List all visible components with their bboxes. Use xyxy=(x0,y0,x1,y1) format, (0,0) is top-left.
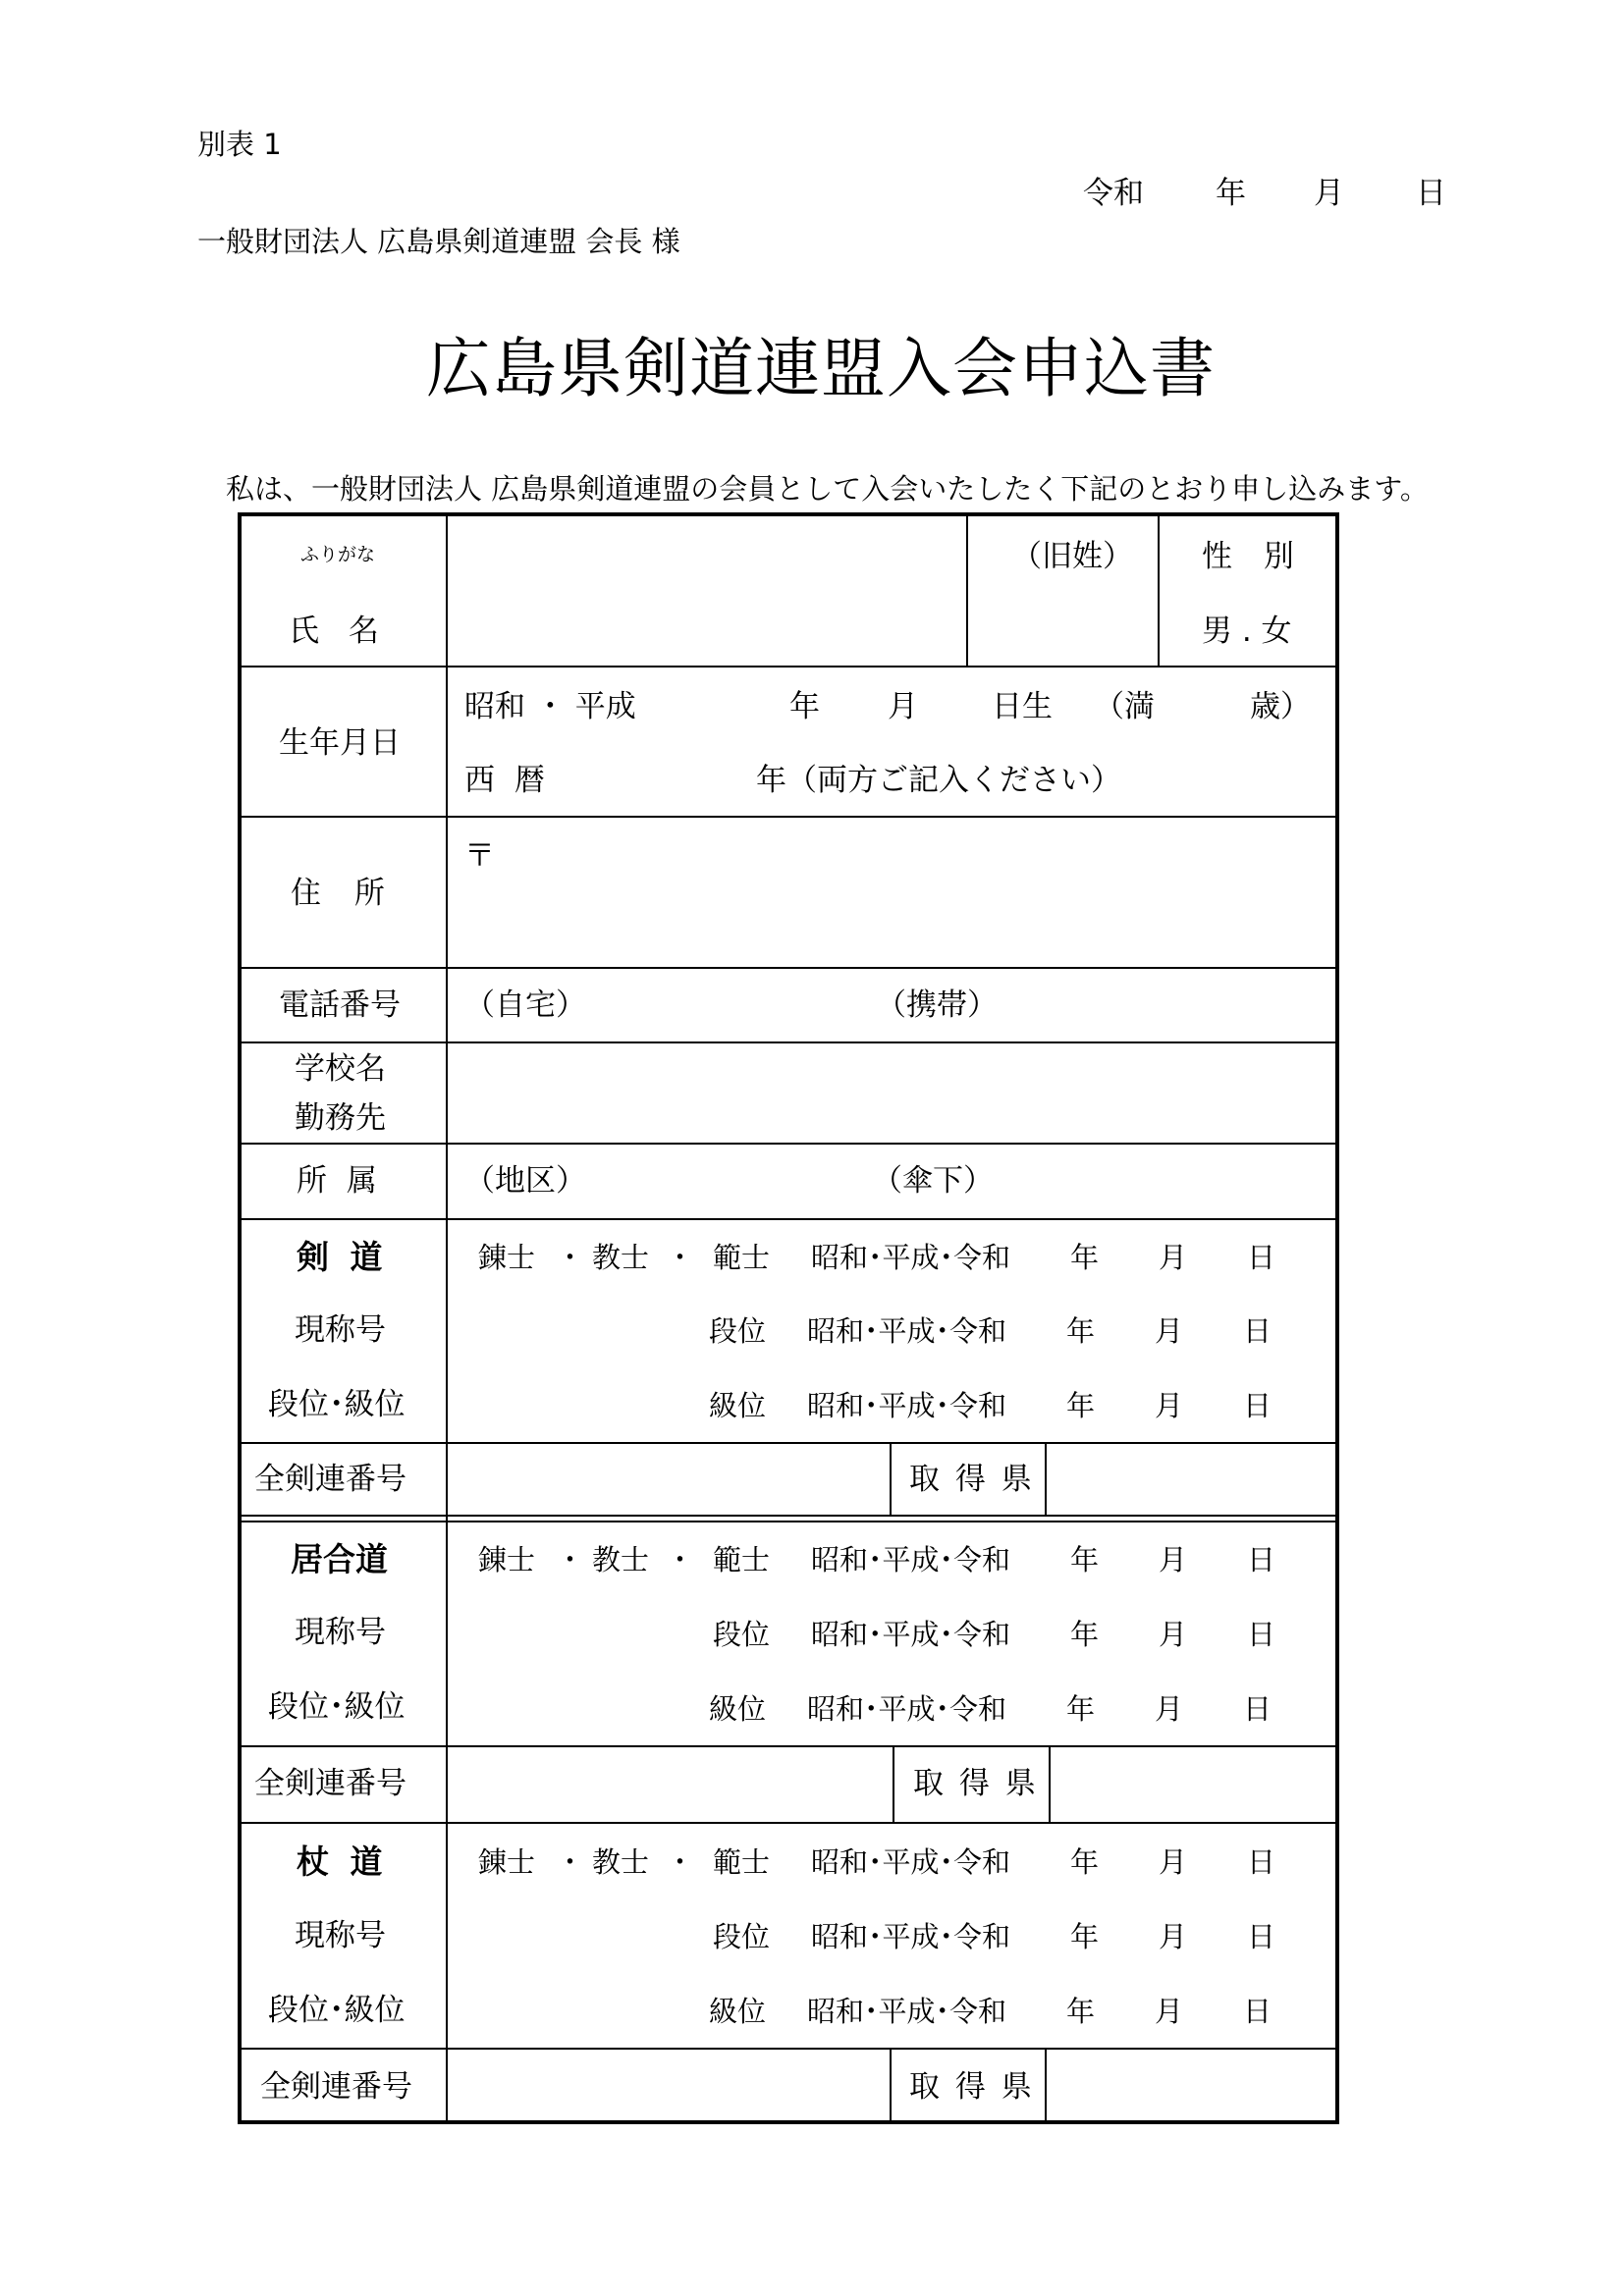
year-label: 年 xyxy=(1070,1543,1100,1576)
month-label: 月 xyxy=(1159,1618,1188,1651)
title-hanshi: 範士 xyxy=(713,1543,771,1576)
year-label: 年 xyxy=(1066,1389,1096,1422)
title-kyoshi: 教士 xyxy=(592,1845,650,1879)
former-name-divider xyxy=(966,514,968,666)
address-label: 住 所 xyxy=(291,876,385,911)
row-divider xyxy=(240,1515,1337,1517)
under-label: （傘下） xyxy=(872,1163,994,1199)
western-calendar-label: 西 暦 xyxy=(464,763,545,798)
row-divider xyxy=(240,1745,1337,1747)
dan-label: 段位 xyxy=(713,1920,771,1953)
month-label: 月 xyxy=(1159,1241,1188,1274)
kyu-label: 級位 xyxy=(709,1389,767,1422)
date-day-label: 日 xyxy=(1416,176,1446,211)
day-label: 日 xyxy=(1243,1389,1272,1422)
birth-month-label: 月 xyxy=(888,689,918,724)
month-label: 月 xyxy=(1155,1389,1184,1422)
separator-dot: ・ xyxy=(556,1241,585,1274)
year-label: 年 xyxy=(1066,1692,1096,1726)
sex-options: 男 . 女 xyxy=(1202,614,1292,649)
name-label: 氏 名 xyxy=(289,614,379,649)
furigana-label: ふりがな xyxy=(300,544,376,565)
addressee: 一般財団法人 広島県剣道連盟 会長 様 xyxy=(197,225,680,258)
year-label: 年 xyxy=(1070,1618,1100,1651)
row-divider xyxy=(240,1521,1337,1522)
row-divider xyxy=(240,967,1337,969)
month-label: 月 xyxy=(1155,1995,1184,2028)
phone-mobile-label: （携帯） xyxy=(876,988,998,1023)
day-label: 日 xyxy=(1247,1618,1276,1651)
pref-divider xyxy=(1045,2048,1047,2122)
year-label: 年 xyxy=(1070,1845,1100,1879)
pref-label: 取 得 県 xyxy=(913,1766,1036,1801)
era-options: 昭和･平成･令和 xyxy=(807,1995,1007,2028)
pref-divider xyxy=(1049,1745,1051,1822)
date-month-label: 月 xyxy=(1314,176,1344,211)
birth-era: 昭和 ・ 平成 xyxy=(464,689,636,724)
separator-dot: ・ xyxy=(666,1845,695,1879)
row-divider xyxy=(240,1218,1337,1220)
phone-label: 電話番号 xyxy=(279,988,401,1023)
era-options: 昭和･平成･令和 xyxy=(811,1543,1011,1576)
dan-label: 段位 xyxy=(709,1314,767,1348)
separator-dot: ・ xyxy=(666,1241,695,1274)
dan-kyu-label: 段位･級位 xyxy=(268,1387,406,1422)
document-title: 広島県剣道連盟入会申込書 xyxy=(426,331,1216,406)
age-open: （満 xyxy=(1094,689,1155,724)
separator-dot: ・ xyxy=(556,1845,585,1879)
label-column-divider xyxy=(446,514,448,2122)
month-label: 月 xyxy=(1159,1920,1188,1953)
birth-day-label: 日生 xyxy=(992,689,1053,724)
month-label: 月 xyxy=(1155,1314,1184,1348)
pref-divider xyxy=(890,2048,892,2122)
separator-dot: ・ xyxy=(556,1543,585,1576)
title-renshi: 錬士 xyxy=(478,1543,536,1576)
row-divider xyxy=(240,816,1337,818)
title-renshi: 錬士 xyxy=(478,1845,536,1879)
era-options: 昭和･平成･令和 xyxy=(811,1920,1011,1953)
era-options: 昭和･平成･令和 xyxy=(807,1389,1007,1422)
day-label: 日 xyxy=(1247,1845,1276,1879)
day-label: 日 xyxy=(1243,1995,1272,2028)
month-label: 月 xyxy=(1155,1692,1184,1726)
row-divider xyxy=(240,1442,1337,1444)
pref-divider xyxy=(1045,1442,1047,1517)
postal-mark: 〒 xyxy=(464,838,495,874)
row-divider xyxy=(240,2048,1337,2050)
pref-divider xyxy=(893,1745,894,1822)
kyu-label: 級位 xyxy=(709,1995,767,2028)
title-renshi: 錬士 xyxy=(478,1241,536,1274)
sex-label: 性 別 xyxy=(1202,539,1294,574)
year-label: 年 xyxy=(1070,1241,1100,1274)
district-label: （地区） xyxy=(464,1163,586,1199)
day-label: 日 xyxy=(1247,1241,1276,1274)
era-options: 昭和･平成･令和 xyxy=(807,1692,1007,1726)
title-hanshi: 範士 xyxy=(713,1845,771,1879)
day-label: 日 xyxy=(1243,1692,1272,1726)
zen-number-label: 全剣連番号 xyxy=(260,2069,412,2105)
year-label: 年 xyxy=(1070,1920,1100,1953)
current-title-label: 現称号 xyxy=(295,1918,386,1953)
jodo-section-label: 杖 道 xyxy=(297,1842,383,1881)
title-hanshi: 範士 xyxy=(713,1241,771,1274)
former-name-label: （旧姓） xyxy=(1011,539,1133,574)
day-label: 日 xyxy=(1247,1543,1276,1576)
current-title-label: 現称号 xyxy=(295,1312,386,1348)
kendo-section-label: 剣 道 xyxy=(297,1238,383,1276)
sex-divider xyxy=(1158,514,1160,666)
pref-divider xyxy=(890,1442,892,1517)
separator-dot: ・ xyxy=(666,1543,695,1576)
iaido-section-label: 居合道 xyxy=(291,1540,388,1578)
kyu-label: 級位 xyxy=(709,1692,767,1726)
date-year-label: 年 xyxy=(1216,176,1246,211)
dan-kyu-label: 段位･級位 xyxy=(268,1689,406,1725)
day-label: 日 xyxy=(1247,1920,1276,1953)
affiliation-label: 所 属 xyxy=(297,1163,377,1199)
row-divider xyxy=(240,1041,1337,1043)
era-options: 昭和･平成･令和 xyxy=(811,1618,1011,1651)
title-kyoshi: 教士 xyxy=(592,1543,650,1576)
row-divider xyxy=(240,666,1337,667)
pref-label: 取 得 県 xyxy=(909,2069,1032,2105)
school-label: 学校名 xyxy=(295,1051,386,1087)
month-label: 月 xyxy=(1159,1845,1188,1879)
zen-number-label: 全剣連番号 xyxy=(254,1766,406,1801)
birth-label: 生年月日 xyxy=(279,725,401,761)
pref-label: 取 得 県 xyxy=(909,1462,1032,1497)
zen-number-label: 全剣連番号 xyxy=(254,1462,406,1497)
day-label: 日 xyxy=(1243,1314,1272,1348)
year-label: 年 xyxy=(1066,1314,1096,1348)
era-options: 昭和･平成･令和 xyxy=(811,1241,1011,1274)
current-title-label: 現称号 xyxy=(295,1615,386,1650)
phone-home-label: （自宅） xyxy=(464,988,586,1023)
date-era: 令和 xyxy=(1083,176,1144,211)
dan-kyu-label: 段位･級位 xyxy=(268,1993,406,2028)
age-close: 歳） xyxy=(1250,689,1311,724)
era-options: 昭和･平成･令和 xyxy=(807,1314,1007,1348)
birth-year-label: 年 xyxy=(789,689,820,724)
western-year-note: 年（両方ご記入ください） xyxy=(756,763,1121,798)
era-options: 昭和･平成･令和 xyxy=(811,1845,1011,1879)
intro-text: 私は、一般財団法人 広島県剣道連盟の会員として入会いたしたく下記のとおり申し込みます。 xyxy=(226,472,1429,506)
month-label: 月 xyxy=(1159,1543,1188,1576)
workplace-label: 勤務先 xyxy=(295,1100,386,1136)
year-label: 年 xyxy=(1066,1995,1096,2028)
appendix-label: 別表 1 xyxy=(197,128,282,161)
row-divider xyxy=(240,1822,1337,1824)
dan-label: 段位 xyxy=(713,1618,771,1651)
title-kyoshi: 教士 xyxy=(592,1241,650,1274)
row-divider xyxy=(240,1143,1337,1145)
